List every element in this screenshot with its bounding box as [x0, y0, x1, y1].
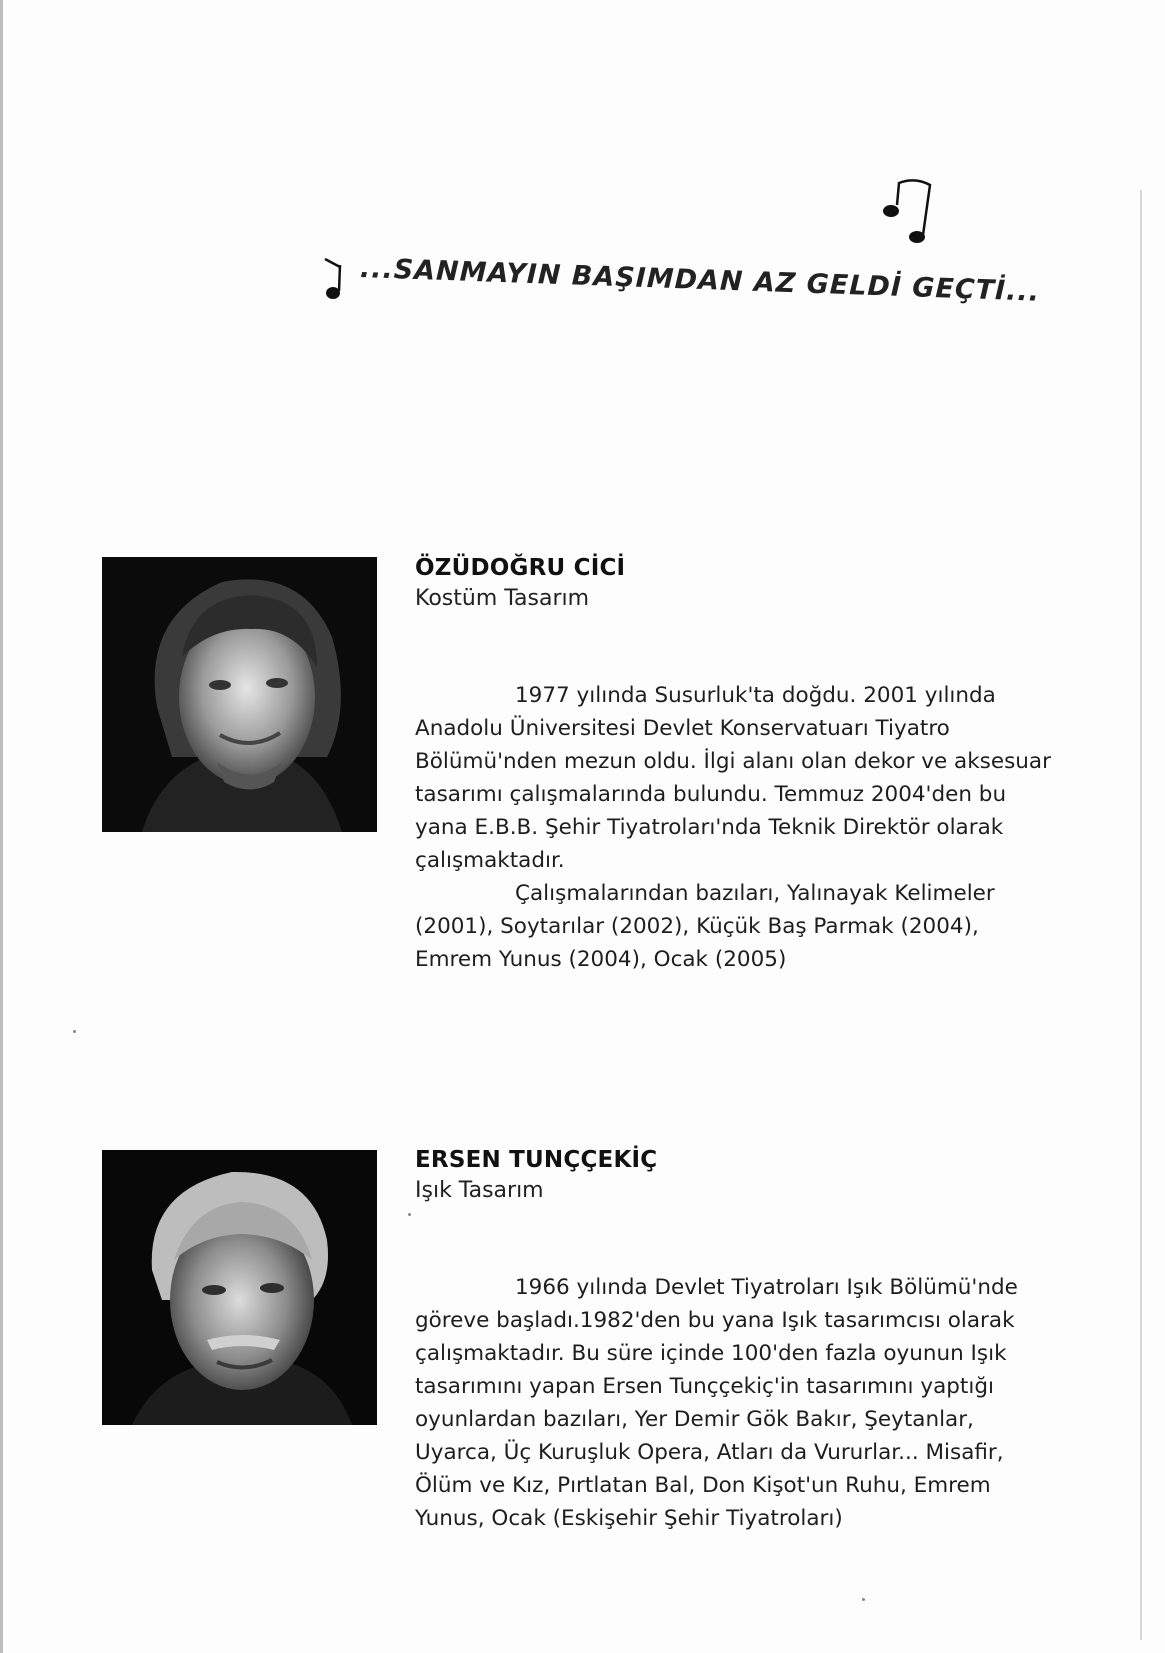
- person-bio: [415, 1271, 1055, 1535]
- scan-speck: [73, 1030, 76, 1033]
- scan-speck: [862, 1598, 865, 1601]
- person-bio: [415, 679, 1055, 976]
- page-edge-left: [0, 0, 3, 1653]
- bio-paragraph: 1966 yılında Devlet Tiyatroları Işık Bölümü'nde göreve başladı.1982'den bu yana Işık tasarımcısı olarak çalışmaktadır. Bu süre içinde 100'den fazla oyunun Işık tasarımını yapan Ersen Tunççekiç'in tasarımını yaptığı oyunlardan bazıları, Yer Demir Gök Bakır, Şeytanlar, Uyarca, Üç Kuruşluk Opera, Atları da Vururlar... Misafir, Ölüm ve Kız, Pırtlatan Bal, Don Kişot'un Ruhu, Emrem Yunus, Ocak (Eskişehir Şehir Tiyatroları): [415, 1275, 1018, 1531]
- slogan-title: ...SANMAYIN BAŞIMDAN AZ GELDİ GEÇTİ...: [359, 253, 1041, 308]
- person-role: Kostüm Tasarım: [415, 586, 590, 611]
- portrait-photo-ersen-tunccekic: [102, 1150, 377, 1425]
- bio-paragraph: 1977 yılında Susurluk'ta doğdu. 2001 yılında Anadolu Üniversitesi Devlet Konservatuarı Tiyatro Bölümü'nden mezun oldu. İlgi alanı olan dekor ve aksesuar tasarımı çalışmalarında bulundu. Temmuz 2004'den bu yana E.B.B. Şehir Tiyatroları'nda Teknik Direktör olarak çalışmaktadır.: [415, 683, 1051, 873]
- portrait-photo-ozudogru-cici: [102, 557, 377, 832]
- eighth-note-icon: [320, 257, 350, 301]
- page-edge-right: [1140, 190, 1142, 1640]
- person-name: ÖZÜDOĞRU CİCİ: [415, 555, 626, 581]
- bio-paragraph: Çalışmalarından bazıları, Yalınayak Kelimeler (2001), Soytarılar (2002), Küçük Baş Parmak (2004), Emrem Yunus (2004), Ocak (2005): [415, 881, 995, 972]
- page-header: [320, 175, 1040, 315]
- beamed-notes-icon: [875, 175, 935, 255]
- person-entry-ozudogru-cici: [415, 553, 1055, 976]
- person-role: Işık Tasarım: [415, 1178, 544, 1203]
- scan-speck: [408, 1213, 411, 1216]
- person-name: ERSEN TUNÇÇEKİÇ: [415, 1147, 658, 1173]
- person-entry-ersen-tunccekic: [415, 1145, 1055, 1535]
